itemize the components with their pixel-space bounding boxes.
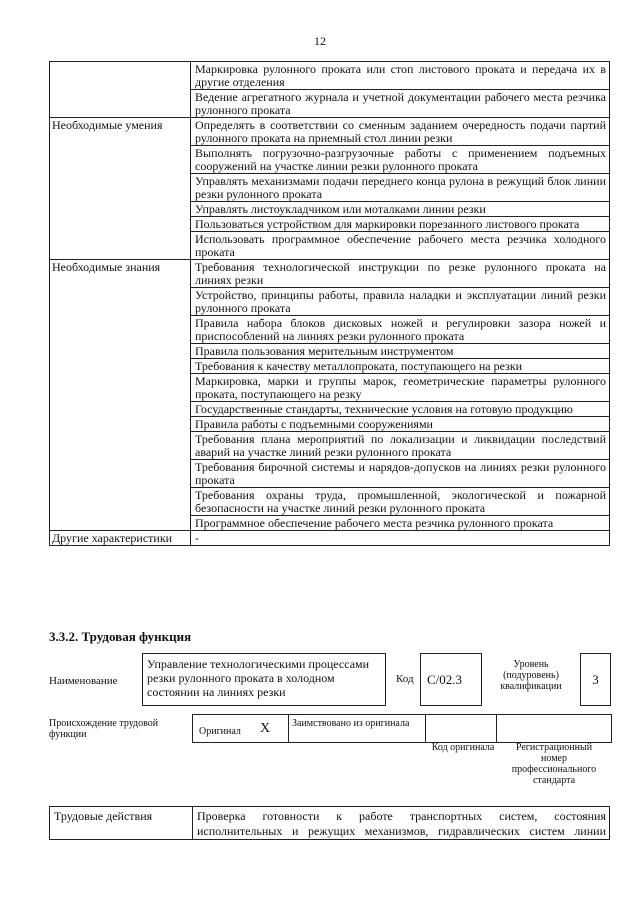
table-cell: Требования технологической инструкции по резке рулонного проката на линиях резки xyxy=(191,260,610,288)
actions-text: Проверка готовности к работе транспортных систем, состояния исполнительных и режущих механизмов, гидравлических систем линии xyxy=(193,807,610,840)
table-cell: Правила пользования мерительным инструментом xyxy=(191,344,610,359)
reg-number-caption: Регистрационный номер профессионального стандарта xyxy=(511,742,597,786)
code-value: С/02.3 xyxy=(427,672,463,687)
row-label-knowledge: Необходимые знания xyxy=(50,260,191,531)
name-label: Наименование xyxy=(49,675,118,687)
row-label-skills: Необходимые умения xyxy=(50,118,191,260)
table-cell: Ведение агрегатного журнала и учетной документации рабочего места резчика рулонного проката xyxy=(191,90,610,118)
table-cell: Требования охраны труда, промышленной, экологической и пожарной безопасности на участке линий резки рулонного проката xyxy=(191,488,610,516)
table-row xyxy=(50,260,610,288)
divider xyxy=(288,715,289,742)
divider xyxy=(496,715,497,742)
table-cell: Определять в соответствии со сменным заданием очередность подачи партий рулонного проката на приемный стол линии резки xyxy=(191,118,610,146)
original-mark: X xyxy=(260,721,271,736)
function-name-value: Управление технологическими процессами резки рулонного проката в холодном состоянии на линиях резки xyxy=(147,657,370,699)
table-cell: Выполнять погрузочно-разгрузочные работы с применением подъемных сооружений на участке линии резки рулонного проката xyxy=(191,146,610,174)
table-cell: Правила работы с подъемными сооружениями xyxy=(191,417,610,432)
actions-table xyxy=(49,806,610,840)
table-cell: Управлять листоукладчиком или моталками линии резки xyxy=(191,202,610,217)
table-cell: Маркировка, марки и группы марок, геометрические параметры рулонного проката, поступающего на резку xyxy=(191,374,610,402)
divider xyxy=(425,715,426,742)
table-row xyxy=(50,807,610,840)
row-label xyxy=(50,62,191,118)
table-cell: - xyxy=(191,531,610,546)
table-cell: Управлять механизмами подачи переднего конца рулона в режущий блок линии резки рулонного проката xyxy=(191,174,610,202)
table-cell: Маркировка рулонного проката или стоп листового проката и передача их в другие отделения xyxy=(191,62,610,90)
table-cell: Государственные стандарты, технические условия на готовую продукцию xyxy=(191,402,610,417)
origin-box xyxy=(192,714,612,743)
table-cell: Использовать программное обеспечение рабочего места резчика холодного проката xyxy=(191,232,610,260)
borrowed-label: Заимствовано из оригинала xyxy=(292,718,410,729)
section-title: 3.3.2. Трудовая функция xyxy=(49,629,192,644)
table-cell: Пользоваться устройством для маркировки порезанного листового проката xyxy=(191,217,610,232)
function-name-box xyxy=(142,653,386,706)
actions-label: Трудовые действия xyxy=(50,807,193,840)
page-number: 12 xyxy=(314,34,326,48)
skills-knowledge-table xyxy=(49,61,610,546)
table-cell: Программное обеспечение рабочего места резчика рулонного проката xyxy=(191,516,610,531)
code-original-caption: Код оригинала xyxy=(431,742,495,753)
table-cell: Устройство, принципы работы, правила наладки и эксплуатации линий резки рулонного проката xyxy=(191,288,610,316)
origin-label: Происхождение трудовой функции xyxy=(49,718,159,740)
table-row xyxy=(50,118,610,146)
level-label: Уровень (подуровень) квалификации xyxy=(500,659,562,692)
original-label: Оригинал xyxy=(199,726,241,737)
code-label: Код xyxy=(396,673,414,685)
code-box xyxy=(420,653,482,706)
level-box xyxy=(580,653,611,706)
table-cell: Требования бирочной системы и нарядов-допусков на линиях резки рулонного проката xyxy=(191,460,610,488)
table-row xyxy=(50,531,610,546)
table-cell: Правила набора блоков дисковых ножей и регулировки зазора ножей и приспособлений на линиях резки рулонного проката xyxy=(191,316,610,344)
table-cell: Требования к качеству металлопроката, поступающего на резки xyxy=(191,359,610,374)
row-label-other: Другие характеристики xyxy=(50,531,191,546)
table-cell: Требования плана мероприятий по локализации и ликвидации последствий аварий на участке линий резки рулонного проката xyxy=(191,432,610,460)
table-row xyxy=(50,62,610,90)
level-value: 3 xyxy=(592,672,599,687)
